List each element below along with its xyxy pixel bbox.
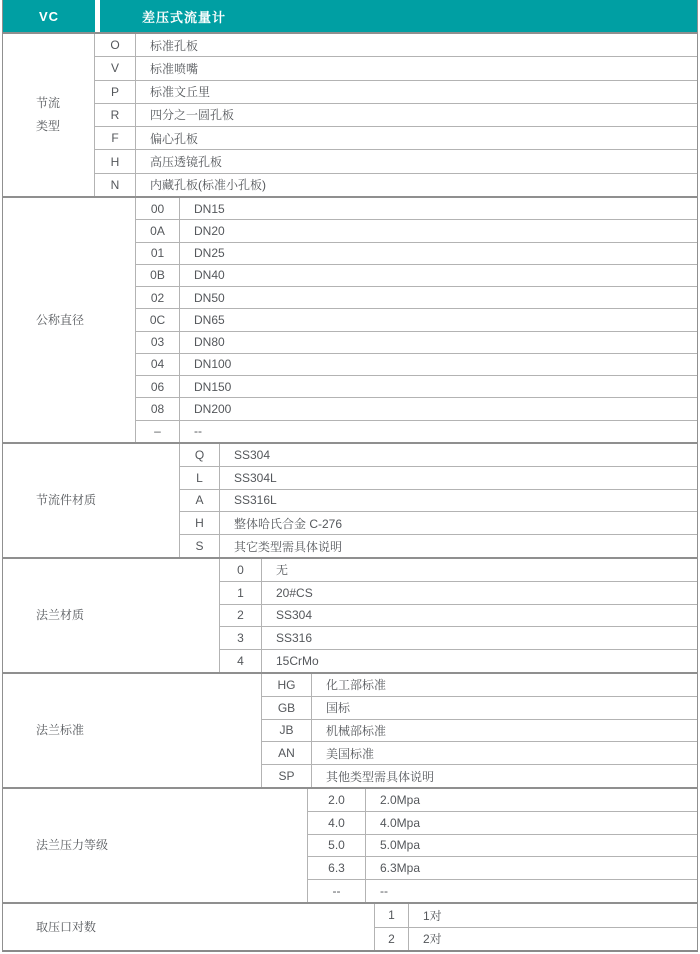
table-row: [180, 534, 697, 557]
option-description: DN65: [194, 312, 225, 327]
option-code: 02: [136, 287, 180, 308]
table-row: [220, 559, 697, 581]
table-header: [3, 0, 697, 32]
table-row: [136, 331, 697, 353]
table-row: [136, 308, 697, 330]
table-row: [220, 604, 697, 627]
section-label: 公称直径: [3, 198, 136, 442]
option-code: 2: [220, 605, 262, 627]
table-row: [136, 420, 697, 442]
table-row: [262, 741, 697, 764]
table-row: [136, 219, 697, 241]
option-description: DN40: [194, 268, 225, 283]
table-row: [262, 674, 697, 696]
option-description: DN100: [194, 357, 232, 372]
option-code: 00: [136, 198, 180, 219]
table-row: [308, 811, 697, 834]
option-description: DN25: [194, 246, 225, 261]
option-code: L: [180, 467, 220, 489]
option-code: 03: [136, 332, 180, 353]
option-description: SS304: [234, 447, 271, 462]
section-label: 取压口对数: [3, 904, 375, 950]
model-selection-table: [2, 0, 698, 952]
table-row: [136, 198, 697, 219]
option-description: 2对: [423, 932, 442, 947]
table-row: [136, 397, 697, 419]
table-row: [220, 649, 697, 672]
table-row: [220, 581, 697, 604]
table-row: [95, 34, 697, 56]
option-code: Q: [180, 444, 220, 466]
table-row: [180, 444, 697, 466]
section-rows: [136, 198, 697, 442]
option-code: GB: [262, 697, 312, 719]
option-description: 20#CS: [276, 585, 313, 600]
option-code: 04: [136, 354, 180, 375]
option-code: JB: [262, 720, 312, 742]
option-description: 四分之一圆孔板: [150, 108, 235, 123]
option-code: 0B: [136, 265, 180, 286]
table-row: [180, 466, 697, 489]
table-row: [136, 353, 697, 375]
section-rows: [308, 789, 697, 902]
table-row: [262, 696, 697, 719]
option-description: 5.0Mpa: [380, 838, 421, 853]
option-description: SS316: [276, 631, 313, 646]
option-code: 1: [220, 582, 262, 604]
option-code: 0: [220, 559, 262, 581]
table-row: [95, 126, 697, 149]
section-label: 法兰标准: [3, 674, 262, 787]
option-description: 内藏孔板(标准小孔板): [150, 178, 266, 193]
table-body: [3, 32, 697, 950]
option-description: 化工部标准: [326, 678, 387, 693]
section-throttle-material: [3, 442, 697, 557]
option-description: 4.0Mpa: [380, 815, 421, 830]
option-code: 01: [136, 243, 180, 264]
table-row: [308, 856, 697, 879]
table-row: [262, 719, 697, 742]
option-code: 0C: [136, 309, 180, 330]
table-row: [95, 56, 697, 79]
section-rows: [262, 674, 697, 787]
option-code: 4: [220, 650, 262, 672]
option-code: --: [308, 880, 366, 902]
option-code: 6.3: [308, 857, 366, 879]
option-code: 1: [375, 904, 409, 927]
option-code: HG: [262, 674, 312, 696]
option-code: 0A: [136, 220, 180, 241]
table-row: [136, 264, 697, 286]
option-code: H: [180, 512, 220, 534]
option-description: 偏心孔板: [150, 131, 199, 146]
section-rows: [180, 444, 697, 557]
option-description: DN150: [194, 379, 232, 394]
table-row: [308, 879, 697, 902]
option-code: H: [95, 150, 136, 172]
option-description: SS304: [276, 608, 313, 623]
option-code: 3: [220, 627, 262, 649]
option-description: 标准文丘里: [150, 85, 211, 100]
option-code: 5.0: [308, 835, 366, 857]
table-row: [308, 834, 697, 857]
option-description: DN20: [194, 223, 225, 238]
table-row: [262, 764, 697, 787]
section-nominal-diameter: [3, 196, 697, 442]
option-code: R: [95, 104, 136, 126]
section-label: 节流件材质: [3, 444, 180, 557]
option-code: –: [136, 421, 180, 442]
table-row: [136, 375, 697, 397]
option-code: 08: [136, 398, 180, 419]
table-row: [95, 149, 697, 172]
option-code: AN: [262, 742, 312, 764]
option-description: 美国标准: [326, 746, 375, 761]
option-description: 其它类型需具体说明: [234, 539, 343, 554]
option-description: 机械部标准: [326, 723, 387, 738]
table-row: [136, 242, 697, 264]
option-code: 4.0: [308, 812, 366, 834]
option-description: 标准孔板: [150, 38, 199, 53]
section-label: 节流 类型: [3, 34, 95, 196]
table-row: [220, 626, 697, 649]
option-description: DN80: [194, 335, 225, 350]
option-code: V: [95, 57, 136, 79]
section-pressure-tap-pairs: [3, 902, 697, 950]
table-row: [375, 927, 697, 951]
section-throttle-type: [3, 32, 697, 196]
option-description: 标准喷嘴: [150, 61, 199, 76]
option-description: 无: [276, 563, 289, 578]
option-description: 2.0Mpa: [380, 792, 421, 807]
table-row: [308, 789, 697, 811]
option-description: 1对: [423, 908, 442, 923]
table-row: [136, 286, 697, 308]
option-description: 高压透镜孔板: [150, 155, 223, 170]
section-flange-material: [3, 557, 697, 672]
option-description: 整体哈氏合金 C-276: [234, 516, 343, 531]
section-rows: [220, 559, 697, 672]
option-description: --: [380, 884, 388, 899]
table-row: [95, 80, 697, 103]
product-name: 差压式流量计: [100, 0, 697, 32]
option-code: 06: [136, 376, 180, 397]
option-code: SP: [262, 765, 312, 787]
section-rows: [95, 34, 697, 196]
option-code: F: [95, 127, 136, 149]
option-description: DN200: [194, 402, 232, 417]
section-rows: [375, 904, 697, 950]
option-description: DN15: [194, 201, 225, 216]
option-code: 2: [375, 928, 409, 951]
table-row: [375, 904, 697, 927]
option-description: 国标: [326, 701, 351, 716]
option-code: O: [95, 34, 136, 56]
section-label: 法兰压力等级: [3, 789, 308, 902]
table-row: [95, 173, 697, 196]
option-description: 15CrMo: [276, 654, 319, 669]
option-description: DN50: [194, 290, 225, 305]
option-code: S: [180, 535, 220, 557]
option-code: N: [95, 174, 136, 196]
table-row: [180, 511, 697, 534]
model-code: VC: [3, 0, 95, 32]
section-label: 法兰材质: [3, 559, 220, 672]
table-row: [95, 103, 697, 126]
option-description: 其他类型需具体说明: [326, 769, 435, 784]
option-code: A: [180, 490, 220, 512]
option-description: 6.3Mpa: [380, 861, 421, 876]
option-code: P: [95, 81, 136, 103]
option-description: --: [194, 424, 202, 439]
section-flange-pressure-rating: [3, 787, 697, 902]
table-row: [180, 489, 697, 512]
option-description: SS316L: [234, 493, 277, 508]
option-code: 2.0: [308, 789, 366, 811]
option-description: SS304L: [234, 470, 277, 485]
section-flange-standard: [3, 672, 697, 787]
